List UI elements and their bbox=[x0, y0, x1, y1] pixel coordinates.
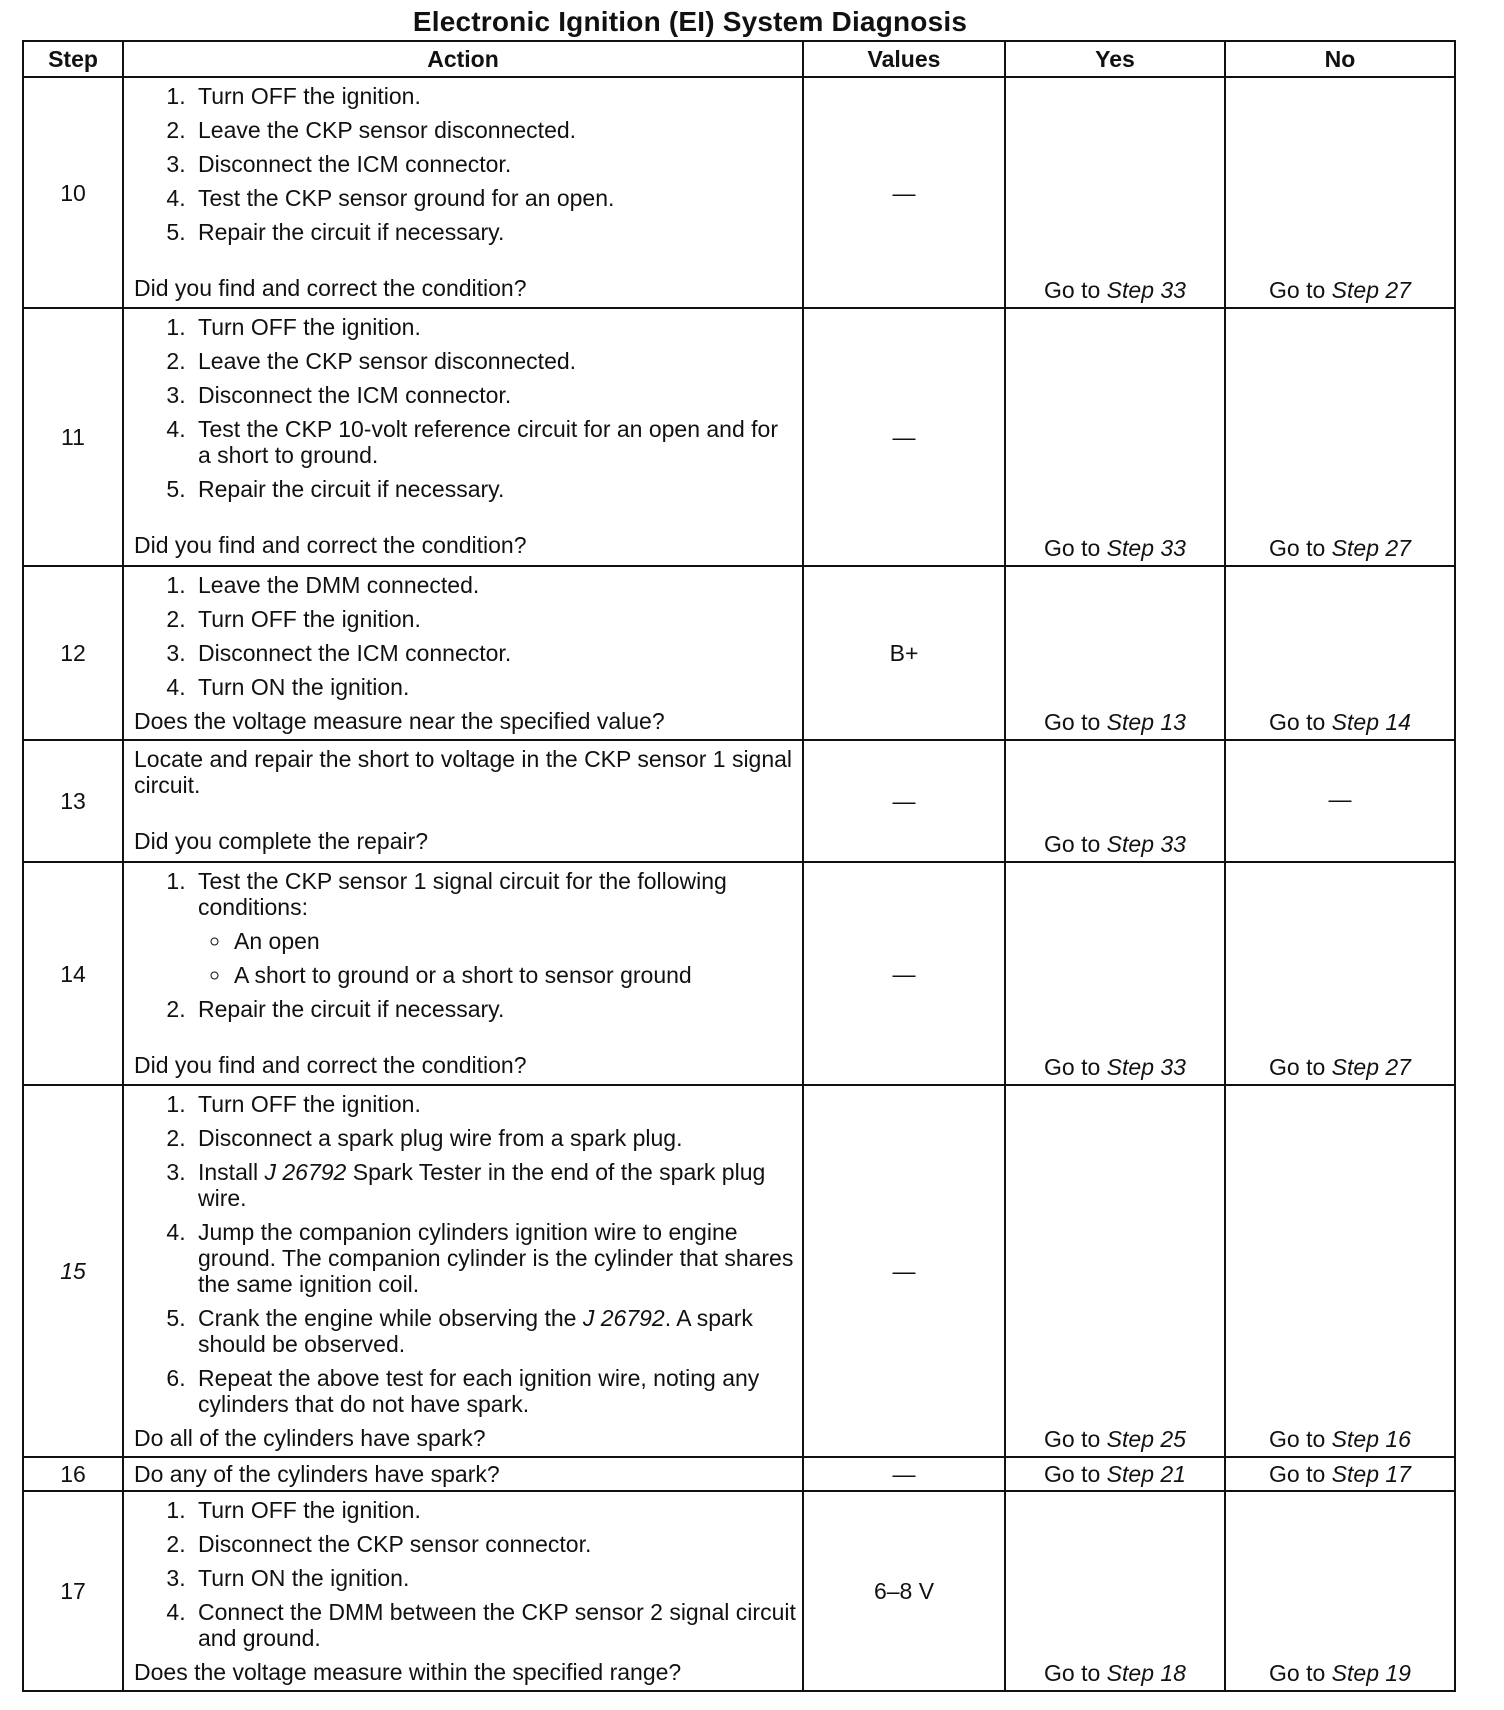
substep-text: Install bbox=[198, 1159, 265, 1185]
tool-reference: J 26792 bbox=[264, 1159, 347, 1185]
substep: 4. Test the CKP sensor ground for an open. bbox=[192, 185, 796, 211]
table-row-step-11 bbox=[23, 308, 1455, 566]
question-text: Do all of the cylinders have spark? bbox=[134, 1425, 486, 1451]
goto-prefix: Go to bbox=[1044, 831, 1107, 857]
step-reference: Step 14 bbox=[1331, 709, 1411, 735]
step-number: 17 bbox=[23, 1491, 123, 1691]
header-yes: Yes bbox=[1005, 41, 1225, 77]
action-cell bbox=[123, 1491, 803, 1691]
yes-cell bbox=[1005, 1491, 1225, 1691]
step-reference: Step 33 bbox=[1106, 1054, 1186, 1080]
step-reference: Step 25 bbox=[1106, 1426, 1186, 1452]
no-cell bbox=[1225, 1491, 1455, 1691]
yes-cell bbox=[1005, 862, 1225, 1085]
action-cell bbox=[123, 740, 803, 862]
yes-cell bbox=[1005, 566, 1225, 740]
yes-cell bbox=[1005, 77, 1225, 308]
condition-item: ◦ An open bbox=[232, 928, 796, 954]
step-reference: Step 18 bbox=[1106, 1660, 1186, 1686]
substep-text: Crank the engine while observing the bbox=[198, 1305, 583, 1331]
action-cell bbox=[123, 1457, 803, 1491]
substep: 2. Disconnect a spark plug wire from a spark plug. bbox=[192, 1125, 796, 1151]
step-number: 16 bbox=[23, 1457, 123, 1491]
step-reference: Step 27 bbox=[1331, 277, 1411, 303]
step-number: 15 bbox=[23, 1085, 123, 1457]
table-row-step-15 bbox=[23, 1085, 1455, 1457]
value-cell: 6–8 V bbox=[803, 1491, 1005, 1691]
header-values: Values bbox=[803, 41, 1005, 77]
condition-list bbox=[198, 928, 796, 988]
goto-prefix: Go to bbox=[1044, 1461, 1107, 1487]
goto-prefix: Go to bbox=[1269, 535, 1332, 561]
substep-list bbox=[134, 314, 796, 502]
action-cell bbox=[123, 308, 803, 566]
substep: 2. Leave the CKP sensor disconnected. bbox=[192, 117, 796, 143]
no-cell bbox=[1225, 1085, 1455, 1457]
no-cell bbox=[1225, 77, 1455, 308]
substep: 1. Turn OFF the ignition. bbox=[192, 314, 796, 340]
value-cell: — bbox=[803, 740, 1005, 862]
goto-prefix: Go to bbox=[1044, 1426, 1107, 1452]
action-cell bbox=[123, 862, 803, 1085]
substep: 3. Disconnect the ICM connector. bbox=[192, 151, 796, 177]
substep: 1. Turn OFF the ignition. bbox=[192, 1091, 796, 1117]
action-cell bbox=[123, 1085, 803, 1457]
substep-text: Test the CKP sensor 1 signal circuit for the following conditions: bbox=[198, 868, 727, 920]
value-cell: — bbox=[803, 77, 1005, 308]
substep: 3. Disconnect the ICM connector. bbox=[192, 640, 796, 666]
goto-prefix: Go to bbox=[1269, 1426, 1332, 1452]
table-row-step-13 bbox=[23, 740, 1455, 862]
substep: 5. Repair the circuit if necessary. bbox=[192, 476, 796, 502]
substep bbox=[192, 1305, 796, 1357]
substep: 3. Disconnect the ICM connector. bbox=[192, 382, 796, 408]
action-cell bbox=[123, 77, 803, 308]
substep: 2. Turn OFF the ignition. bbox=[192, 606, 796, 632]
substep: 5. Repair the circuit if necessary. bbox=[192, 219, 796, 245]
step-number: 13 bbox=[23, 740, 123, 862]
step-reference: Step 13 bbox=[1106, 709, 1186, 735]
step-reference: Step 19 bbox=[1331, 1660, 1411, 1686]
substep-list bbox=[134, 1497, 796, 1651]
step-number: 14 bbox=[23, 862, 123, 1085]
condition-item: ◦ A short to ground or a short to sensor ground bbox=[232, 962, 796, 988]
step-reference: Step 21 bbox=[1106, 1461, 1186, 1487]
substep: 2. Repair the circuit if necessary. bbox=[192, 996, 796, 1022]
question-text: Do any of the cylinders have spark? bbox=[134, 1461, 500, 1487]
goto-prefix: Go to bbox=[1044, 1054, 1107, 1080]
substep bbox=[192, 1159, 796, 1211]
value-cell: — bbox=[803, 308, 1005, 566]
yes-cell bbox=[1005, 1085, 1225, 1457]
goto-prefix: Go to bbox=[1044, 1660, 1107, 1686]
question-text: Does the voltage measure within the specified range? bbox=[134, 1659, 682, 1685]
goto-prefix: Go to bbox=[1269, 1461, 1332, 1487]
substep: 1. Leave the DMM connected. bbox=[192, 572, 796, 598]
value-cell: — bbox=[803, 1457, 1005, 1491]
step-number: 11 bbox=[23, 308, 123, 566]
goto-prefix: Go to bbox=[1269, 709, 1332, 735]
step-reference: Step 27 bbox=[1331, 1054, 1411, 1080]
no-cell bbox=[1225, 308, 1455, 566]
value-cell: B+ bbox=[803, 566, 1005, 740]
no-cell bbox=[1225, 1457, 1455, 1491]
tool-reference: J 26792 bbox=[582, 1305, 665, 1331]
question-text: Did you find and correct the condition? bbox=[134, 532, 527, 558]
goto-prefix: Go to bbox=[1044, 535, 1107, 561]
table-row-step-10 bbox=[23, 77, 1455, 308]
substep: 4. Jump the companion cylinders ignition wire to engine ground. The companion cylinder is the cylinder that shares the same ignition coil. bbox=[192, 1219, 796, 1297]
document-title: Electronic Ignition (EI) System Diagnosis bbox=[412, 6, 968, 37]
action-cell bbox=[123, 566, 803, 740]
substep: 6. Repeat the above test for each ignition wire, noting any cylinders that do not have spark. bbox=[192, 1365, 796, 1417]
goto-prefix: Go to bbox=[1044, 709, 1107, 735]
question-text: Did you find and correct the condition? bbox=[134, 275, 527, 301]
yes-cell bbox=[1005, 308, 1225, 566]
step-reference: Step 33 bbox=[1106, 277, 1186, 303]
yes-cell bbox=[1005, 1457, 1225, 1491]
yes-cell bbox=[1005, 740, 1225, 862]
action-text: Locate and repair the short to voltage in the CKP sensor 1 signal circuit. bbox=[134, 746, 793, 798]
question-text: Did you find and correct the condition? bbox=[134, 1052, 527, 1078]
step-reference: Step 33 bbox=[1106, 535, 1186, 561]
question-text: Does the voltage measure near the specified value? bbox=[134, 708, 665, 734]
substep-text: . A spark should be observed. bbox=[198, 1305, 753, 1357]
header-step: Step bbox=[23, 41, 123, 77]
substep: 2. Leave the CKP sensor disconnected. bbox=[192, 348, 796, 374]
goto-prefix: Go to bbox=[1269, 1660, 1332, 1686]
substep: 1. Turn OFF the ignition. bbox=[192, 1497, 796, 1523]
substep: 4. Connect the DMM between the CKP sensor 2 signal circuit and ground. bbox=[192, 1599, 796, 1651]
substep-list bbox=[134, 572, 796, 700]
substep-list bbox=[134, 868, 796, 1022]
value-cell: — bbox=[803, 862, 1005, 1085]
substep-list bbox=[134, 1091, 796, 1417]
substep: 4. Turn ON the ignition. bbox=[192, 674, 796, 700]
substep: 4. Test the CKP 10-volt reference circuit for an open and for a short to ground. bbox=[192, 416, 796, 468]
substep: 3. Turn ON the ignition. bbox=[192, 1565, 796, 1591]
no-cell: — bbox=[1225, 740, 1455, 862]
substep-text: Spark Tester in the end of the spark plug wire. bbox=[198, 1159, 766, 1211]
step-number: 12 bbox=[23, 566, 123, 740]
table-row-step-12 bbox=[23, 566, 1455, 740]
no-cell bbox=[1225, 862, 1455, 1085]
goto-prefix: Go to bbox=[1269, 1054, 1332, 1080]
substep: 1. Turn OFF the ignition. bbox=[192, 83, 796, 109]
question-text: Did you complete the repair? bbox=[134, 828, 429, 854]
header-no: No bbox=[1225, 41, 1455, 77]
diagnosis-table bbox=[22, 40, 1456, 1692]
step-reference: Step 33 bbox=[1106, 831, 1186, 857]
table-row-step-14 bbox=[23, 862, 1455, 1085]
substep: 2. Disconnect the CKP sensor connector. bbox=[192, 1531, 796, 1557]
table-row-step-16 bbox=[23, 1457, 1455, 1491]
header-row bbox=[23, 41, 1455, 77]
goto-prefix: Go to bbox=[1044, 277, 1107, 303]
step-reference: Step 17 bbox=[1331, 1461, 1411, 1487]
substep bbox=[192, 868, 796, 988]
substep-list bbox=[134, 83, 796, 245]
goto-prefix: Go to bbox=[1269, 277, 1332, 303]
step-number: 10 bbox=[23, 77, 123, 308]
step-reference: Step 16 bbox=[1331, 1426, 1411, 1452]
step-reference: Step 27 bbox=[1331, 535, 1411, 561]
header-action: Action bbox=[123, 41, 803, 77]
no-cell bbox=[1225, 566, 1455, 740]
table-row-step-17 bbox=[23, 1491, 1455, 1691]
value-cell: — bbox=[803, 1085, 1005, 1457]
